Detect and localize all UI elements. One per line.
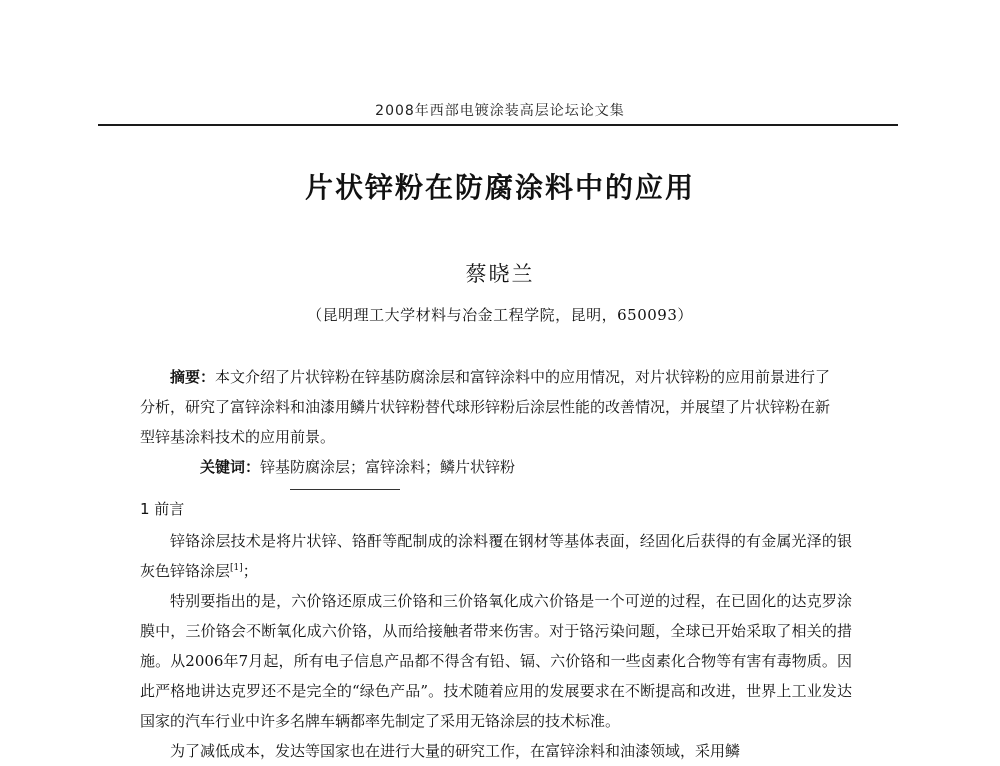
body-paragraph-1-end: ； (242, 562, 258, 580)
keywords-line (140, 452, 840, 482)
author-name: 蔡晓兰 (465, 262, 535, 286)
body-paragraph-3: 为了减低成本，发达等国家也在进行大量的研究工作，在富锌涂料和油漆领域，采用鳞 (170, 742, 741, 760)
abstract-block (140, 362, 840, 482)
section-heading: 1 前言 (140, 500, 185, 518)
paper-title: 片状锌粉在防腐涂料中的应用 (304, 171, 695, 204)
body-paragraph-2: 特别要指出的是，六价铬还原成三价铬和三价铬氧化成六价铬是一个可逆的过程，在已固化的达克罗涂膜中，三价铬会不断氧化成六价铬，从而给接触者带来伤害。对于铬污染问题，全球已开始采取了相关的措施。从2006年7月起，所有电子信息产品都不得含有铅、镉、六价铬和一些卤素化合物等有害有毒物质。因此严格地讲达克罗还不是完全的“绿色产品”。技术随着应用的发展要求在不断提高和改进，世界上工业发达国家的汽车行业中许多名牌车辆都率先制定了采用无铬涂层的技术标准。 (140, 592, 852, 730)
keywords-text: 锌基防腐涂层；富锌涂料；鳞片状锌粉 (260, 458, 516, 476)
author-affiliation: （昆明理工大学材料与冶金工程学院，昆明，650093） (307, 306, 693, 324)
proceedings-header: 2008年西部电镀涂装高层论坛论文集 (375, 103, 625, 119)
keywords-label: 关键词： (200, 458, 261, 476)
header-rule (98, 124, 898, 126)
abstract-label: 摘要： (170, 368, 216, 386)
abstract-paragraph (140, 362, 840, 452)
body-paragraph-1-text: 锌铬涂层技术是将片状锌、铬酐等配制成的涂料覆在钢材等基体表面，经固化后获得的有金属光泽的银灰色锌铬涂层 (140, 532, 852, 580)
body-paragraph-1 (140, 526, 852, 586)
keywords-separator (290, 489, 400, 490)
abstract-text: 本文介绍了片状锌粉在锌基防腐涂层和富锌涂料中的应用情况，对片状锌粉的应用前景进行了分析，研究了富锌涂料和油漆用鳞片状锌粉替代球形锌粉后涂层性能的改善情况，并展望了片状锌粉在新型锌基涂料技术的应用前景。 (140, 368, 831, 446)
body-text (140, 526, 852, 766)
citation-ref: [1] (230, 563, 243, 573)
